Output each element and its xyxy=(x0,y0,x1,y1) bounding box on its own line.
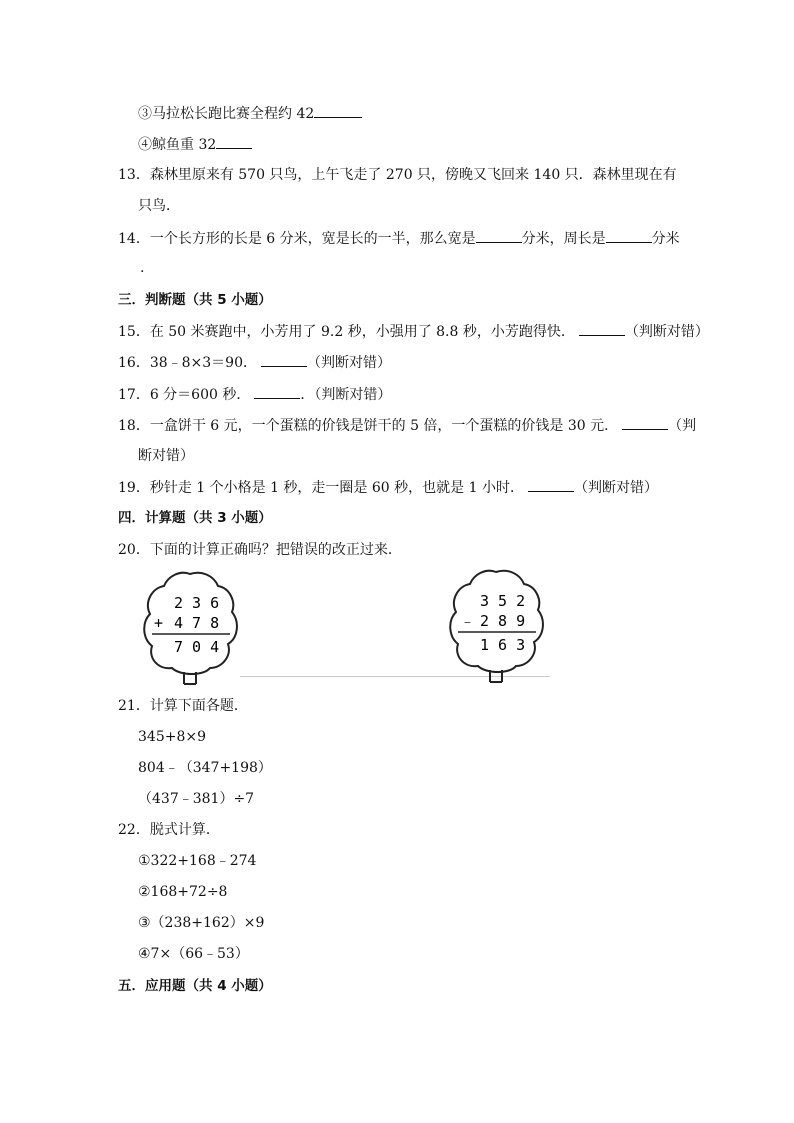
q12-item-4: ④鲸鱼重 32 xyxy=(138,134,252,155)
tree2-top: 3 5 2 xyxy=(480,592,526,610)
q17: 17．6 分＝600 秒． ．（判断对错） xyxy=(118,384,391,405)
answer-blank[interactable] xyxy=(579,321,625,336)
q13-line2: 只鸟． xyxy=(138,198,180,214)
answer-blank[interactable] xyxy=(261,352,307,367)
q22-item-4: ④7×（66﹣53） xyxy=(138,946,249,962)
q13-line1: 13．森林里原来有 570 只鸟，上午飞走了 270 只，傍晚又飞回来 140 只．森林里现在有 xyxy=(118,167,677,183)
tree2-operator: ﹣ xyxy=(460,612,476,630)
tree1-result: 7 0 4 xyxy=(174,638,220,656)
q16: 16．38﹣8×3＝90． （判断对错） xyxy=(118,352,391,373)
q22-item-2: ②168+72÷8 xyxy=(138,884,228,900)
answer-blank[interactable] xyxy=(216,134,252,149)
q20: 20．下面的计算正确吗？把错误的改正过来． xyxy=(118,542,402,558)
addition-tree-figure xyxy=(140,568,240,690)
q14-line2: . xyxy=(140,260,145,276)
answer-blank[interactable] xyxy=(606,228,652,243)
section-4-heading: 四．计算题（共 3 小题） xyxy=(118,510,272,526)
q21-item-3: （437﹣381）÷7 xyxy=(138,791,255,807)
section-5-heading: 五．应用题（共 4 小题） xyxy=(118,978,272,994)
q14-line1: 14．一个长方形的长是 6 分米，宽是长的一半，那么宽是 分米，周长是 分米 xyxy=(118,228,680,249)
answer-blank[interactable] xyxy=(528,477,574,492)
q21-item-2: 804﹣（347+198） xyxy=(138,760,272,776)
subtraction-tree-figure xyxy=(446,566,546,688)
q18-line1: 18．一盒饼干 6 元，一个蛋糕的价钱是饼干的 5 倍，一个蛋糕的价钱是 30 元． （判 xyxy=(118,415,696,436)
q12-item-3: ③马拉松长跑比赛全程约 42 xyxy=(138,103,362,124)
q21-item-1: 345+8×9 xyxy=(138,729,206,745)
q21: 21．计算下面各题． xyxy=(118,698,248,714)
answer-blank[interactable] xyxy=(476,228,522,243)
section-3-heading: 三．判断题（共 5 小题） xyxy=(118,292,272,308)
tree2-result: 1 6 3 xyxy=(480,636,526,654)
q22-item-3: ③（238+162）×9 xyxy=(138,915,265,931)
q22: 22．脱式计算． xyxy=(118,822,220,838)
tree1-top: 2 3 6 xyxy=(174,594,220,612)
tree1-middle: 4 7 8 xyxy=(174,614,220,632)
q19: 19．秒针走 1 个小格是 1 秒，走一圈是 60 秒，也就是 1 小时． （判断对错） xyxy=(118,477,658,498)
answer-blank[interactable] xyxy=(622,415,668,430)
q22-item-1: ①322+168﹣274 xyxy=(138,853,257,869)
tree1-operator: + xyxy=(154,614,164,632)
answer-blank[interactable] xyxy=(254,384,300,399)
q15: 15．在 50 米赛跑中，小芳用了 9.2 秒，小强用了 8.8 秒，小芳跑得快． （判断对错） xyxy=(118,321,709,342)
answer-blank[interactable] xyxy=(314,103,362,118)
tree2-middle: 2 8 9 xyxy=(480,612,526,630)
q18-line2: 断对错） xyxy=(138,448,194,464)
